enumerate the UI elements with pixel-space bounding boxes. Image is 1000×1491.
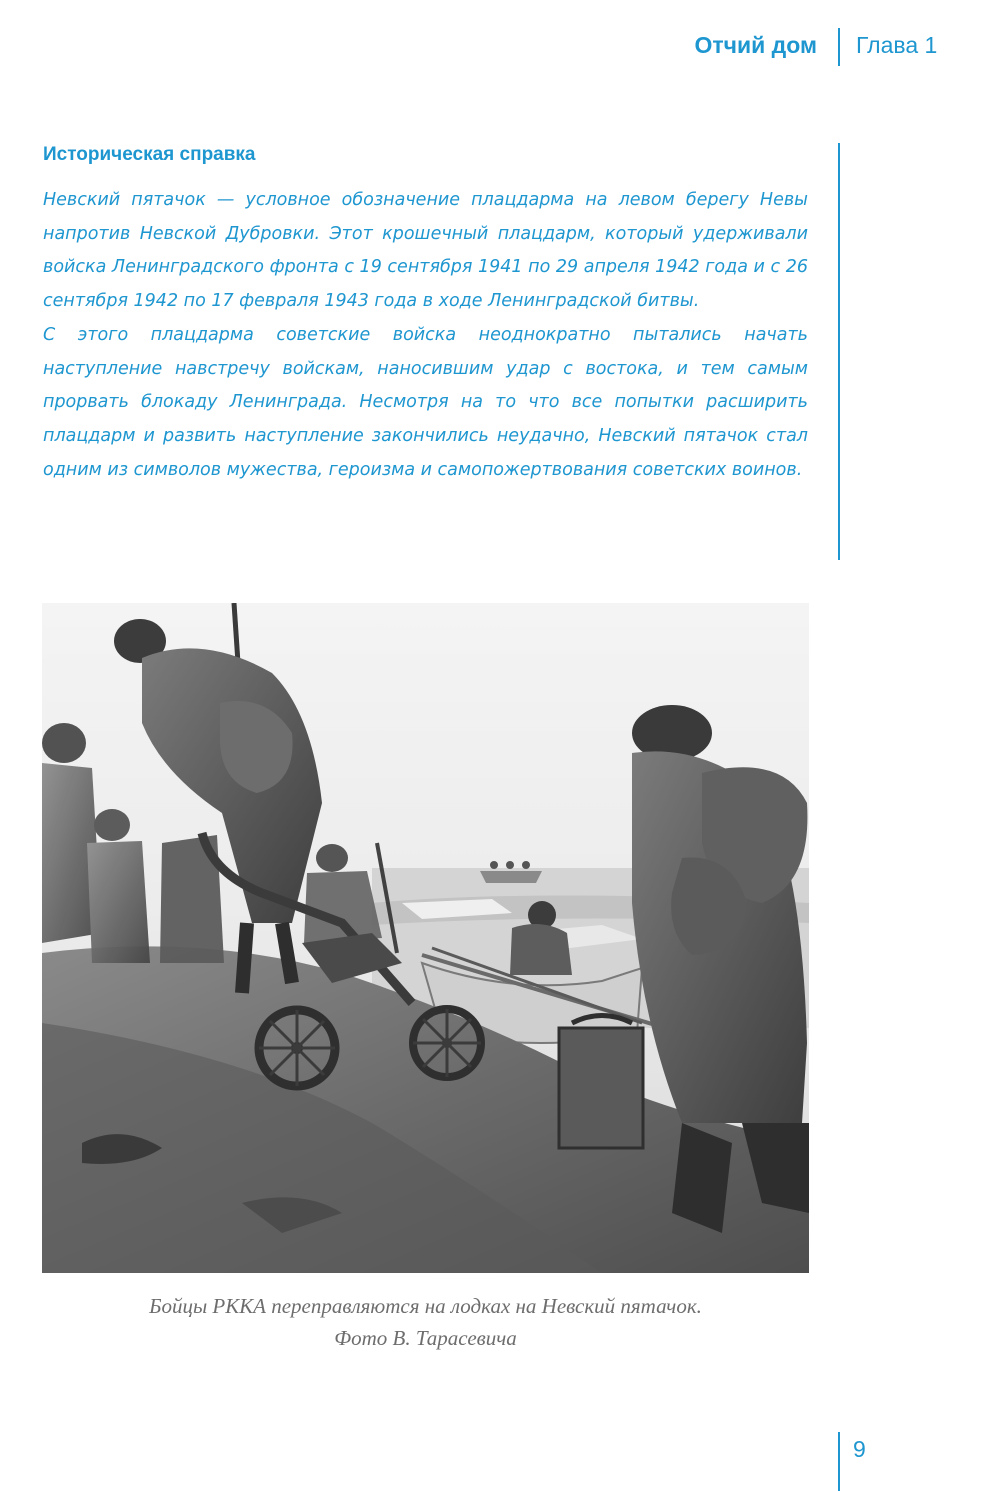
note-side-rule (838, 143, 840, 560)
note-paragraph: С этого плацдарма советские войска неоднократно пытались начать наступление навстречу войскам, наносившим удар с востока, и тем самым прорвать блокаду Ленинграда. Несмотря на то что все попытки расширить плацдарм и развить наступление закончились неудачно, Невский пятачок стал одним из символов мужества, героизма и самопожертвования советских воинов. (43, 324, 808, 480)
running-header (0, 28, 1000, 76)
chapter-label: Глава 1 (856, 32, 938, 58)
section-title: Отчий дом (694, 32, 817, 58)
caption-line: Бойцы РККА переправляются на лодках на Невский пятачок. (149, 1294, 702, 1318)
folio-rule (838, 1432, 840, 1491)
header-divider (838, 28, 840, 66)
note-body (43, 184, 808, 487)
page-number: 9 (853, 1436, 866, 1462)
caption-credit: Фото В. Тарасевича (334, 1326, 517, 1350)
soldiers-crossing-river-photo (42, 603, 809, 1273)
photo-caption (42, 1290, 809, 1354)
historical-photo (42, 603, 809, 1273)
note-heading: Историческая справка (43, 144, 256, 165)
note-paragraph: Невский пятачок — условное обозначение плацдарма на левом берегу Невы напротив Невской Дубровки. Этот крошечный плацдарм, который удерживали войска Ленинградского фронта с 19 сентября 1941 по 29 апреля 1942 года и с 26 сентября 1942 по 17 февраля 1943 года в ходе Ленинградской битвы. (43, 190, 808, 312)
